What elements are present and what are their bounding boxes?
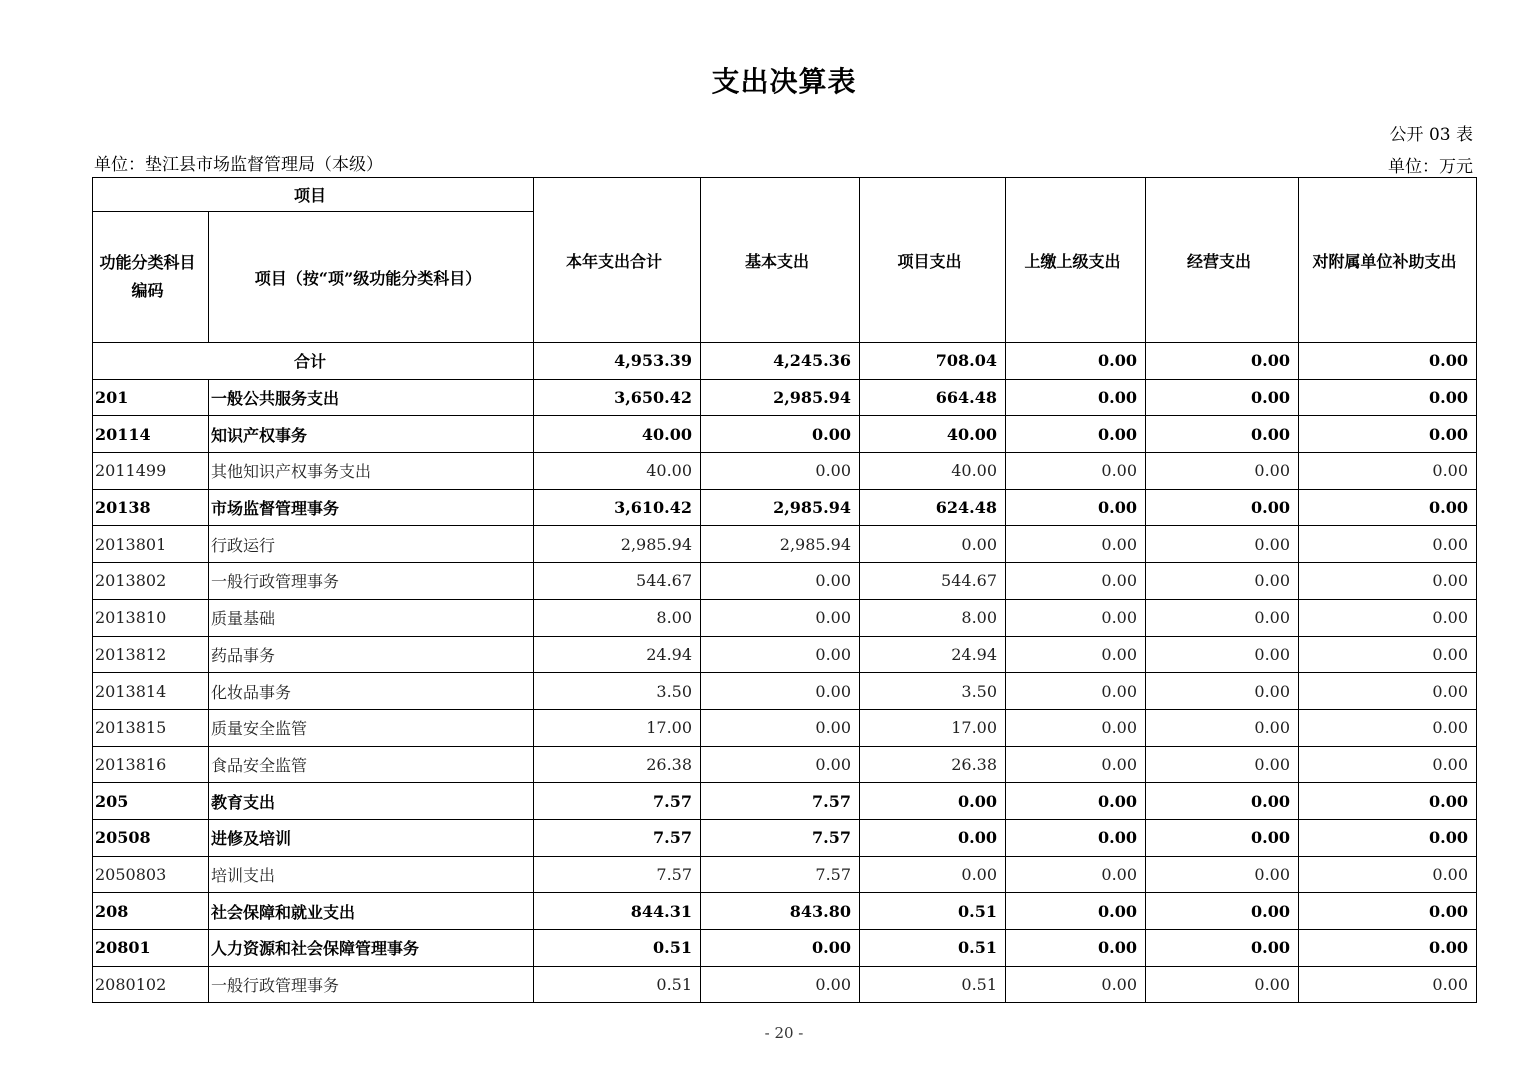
subsidy-cell: 0.00 bbox=[1299, 893, 1477, 930]
code-cell: 2080102 bbox=[93, 966, 209, 1003]
table-row bbox=[93, 599, 1477, 636]
page-title: 支出决算表 bbox=[711, 65, 857, 98]
table-row bbox=[93, 379, 1477, 416]
code-cell: 20801 bbox=[93, 930, 209, 967]
total-cell: 7.57 bbox=[534, 856, 701, 893]
business-cell: 0.00 bbox=[1146, 930, 1299, 967]
header-basic: 基本支出 bbox=[701, 178, 860, 343]
table-row bbox=[93, 563, 1477, 600]
upper-cell: 0.00 bbox=[1006, 930, 1146, 967]
subsidy-cell: 0.00 bbox=[1299, 563, 1477, 600]
name-cell: 食品安全监管 bbox=[209, 746, 534, 783]
upper-cell: 0.00 bbox=[1006, 343, 1146, 380]
total-row bbox=[93, 343, 1477, 380]
name-cell: 药品事务 bbox=[209, 636, 534, 673]
business-cell: 0.00 bbox=[1146, 379, 1299, 416]
name-cell: 人力资源和社会保障管理事务 bbox=[209, 930, 534, 967]
name-cell: 教育支出 bbox=[209, 783, 534, 820]
basic-cell: 7.57 bbox=[701, 819, 860, 856]
subsidy-cell: 0.00 bbox=[1299, 783, 1477, 820]
code-cell: 2013814 bbox=[93, 673, 209, 710]
header-project: 项目 bbox=[93, 178, 534, 212]
subsidy-cell: 0.00 bbox=[1299, 819, 1477, 856]
basic-cell: 0.00 bbox=[701, 453, 860, 490]
business-cell: 0.00 bbox=[1146, 746, 1299, 783]
basic-cell: 0.00 bbox=[701, 416, 860, 453]
project-cell: 0.51 bbox=[860, 893, 1006, 930]
upper-cell: 0.00 bbox=[1006, 489, 1146, 526]
total-cell: 40.00 bbox=[534, 453, 701, 490]
upper-cell: 0.00 bbox=[1006, 856, 1146, 893]
business-cell: 0.00 bbox=[1146, 416, 1299, 453]
table-row bbox=[93, 636, 1477, 673]
project-cell: 0.51 bbox=[860, 930, 1006, 967]
code-cell: 2013802 bbox=[93, 563, 209, 600]
business-cell: 0.00 bbox=[1146, 893, 1299, 930]
project-cell: 17.00 bbox=[860, 709, 1006, 746]
total-cell: 3.50 bbox=[534, 673, 701, 710]
table-row bbox=[93, 856, 1477, 893]
name-cell: 行政运行 bbox=[209, 526, 534, 563]
business-cell: 0.00 bbox=[1146, 489, 1299, 526]
code-cell: 2013816 bbox=[93, 746, 209, 783]
page-number: - 20 - bbox=[764, 1024, 804, 1042]
table-row bbox=[93, 819, 1477, 856]
name-cell: 一般公共服务支出 bbox=[209, 379, 534, 416]
header-subsidy: 对附属单位补助支出 bbox=[1299, 178, 1477, 343]
subsidy-cell: 0.00 bbox=[1299, 489, 1477, 526]
name-cell: 知识产权事务 bbox=[209, 416, 534, 453]
table-row bbox=[93, 416, 1477, 453]
basic-cell: 0.00 bbox=[701, 930, 860, 967]
name-cell: 质量基础 bbox=[209, 599, 534, 636]
business-cell: 0.00 bbox=[1146, 709, 1299, 746]
basic-cell: 0.00 bbox=[701, 746, 860, 783]
basic-cell: 0.00 bbox=[701, 966, 860, 1003]
basic-cell: 0.00 bbox=[701, 673, 860, 710]
subsidy-cell: 0.00 bbox=[1299, 856, 1477, 893]
subsidy-cell: 0.00 bbox=[1299, 526, 1477, 563]
upper-cell: 0.00 bbox=[1006, 893, 1146, 930]
project-cell: 0.51 bbox=[860, 966, 1006, 1003]
total-cell: 17.00 bbox=[534, 709, 701, 746]
header-upper: 上缴上级支出 bbox=[1006, 178, 1146, 343]
upper-cell: 0.00 bbox=[1006, 709, 1146, 746]
total-cell: 7.57 bbox=[534, 819, 701, 856]
subsidy-cell: 0.00 bbox=[1299, 746, 1477, 783]
code-cell: 201 bbox=[93, 379, 209, 416]
code-cell: 2013812 bbox=[93, 636, 209, 673]
subsidy-cell: 0.00 bbox=[1299, 930, 1477, 967]
code-cell: 2013815 bbox=[93, 709, 209, 746]
total-cell: 2,985.94 bbox=[534, 526, 701, 563]
code-cell: 2050803 bbox=[93, 856, 209, 893]
total-label: 合计 bbox=[93, 343, 534, 380]
table-row bbox=[93, 453, 1477, 490]
business-cell: 0.00 bbox=[1146, 966, 1299, 1003]
currency-unit: 单位：万元 bbox=[1388, 157, 1473, 177]
upper-cell: 0.00 bbox=[1006, 783, 1146, 820]
subsidy-cell: 0.00 bbox=[1299, 636, 1477, 673]
table-row bbox=[93, 783, 1477, 820]
total-cell: 844.31 bbox=[534, 893, 701, 930]
basic-cell: 843.80 bbox=[701, 893, 860, 930]
name-cell: 化妆品事务 bbox=[209, 673, 534, 710]
upper-cell: 0.00 bbox=[1006, 673, 1146, 710]
total-cell: 3,610.42 bbox=[534, 489, 701, 526]
total-cell: 8.00 bbox=[534, 599, 701, 636]
project-cell: 624.48 bbox=[860, 489, 1006, 526]
upper-cell: 0.00 bbox=[1006, 453, 1146, 490]
basic-cell: 0.00 bbox=[701, 636, 860, 673]
code-cell: 20508 bbox=[93, 819, 209, 856]
business-cell: 0.00 bbox=[1146, 453, 1299, 490]
project-cell: 0.00 bbox=[860, 783, 1006, 820]
subsidy-cell: 0.00 bbox=[1299, 416, 1477, 453]
subsidy-cell: 0.00 bbox=[1299, 453, 1477, 490]
code-cell: 2013810 bbox=[93, 599, 209, 636]
total-cell: 7.57 bbox=[534, 783, 701, 820]
basic-cell: 7.57 bbox=[701, 783, 860, 820]
total-cell: 0.51 bbox=[534, 930, 701, 967]
name-cell: 进修及培训 bbox=[209, 819, 534, 856]
table-row bbox=[93, 709, 1477, 746]
total-cell: 544.67 bbox=[534, 563, 701, 600]
code-cell: 20138 bbox=[93, 489, 209, 526]
name-cell: 社会保障和就业支出 bbox=[209, 893, 534, 930]
name-cell: 培训支出 bbox=[209, 856, 534, 893]
upper-cell: 0.00 bbox=[1006, 819, 1146, 856]
subsidy-cell: 0.00 bbox=[1299, 379, 1477, 416]
project-cell: 24.94 bbox=[860, 636, 1006, 673]
total-cell: 24.94 bbox=[534, 636, 701, 673]
basic-cell: 0.00 bbox=[701, 599, 860, 636]
business-cell: 0.00 bbox=[1146, 526, 1299, 563]
expenditure-table bbox=[92, 177, 1477, 1003]
business-cell: 0.00 bbox=[1146, 783, 1299, 820]
code-cell: 20114 bbox=[93, 416, 209, 453]
table-row bbox=[93, 673, 1477, 710]
code-cell: 205 bbox=[93, 783, 209, 820]
total-cell: 40.00 bbox=[534, 416, 701, 453]
header-business: 经营支出 bbox=[1146, 178, 1299, 343]
project-cell: 0.00 bbox=[860, 819, 1006, 856]
upper-cell: 0.00 bbox=[1006, 636, 1146, 673]
name-cell: 一般行政管理事务 bbox=[209, 966, 534, 1003]
project-cell: 40.00 bbox=[860, 453, 1006, 490]
table-row bbox=[93, 930, 1477, 967]
basic-cell: 4,245.36 bbox=[701, 343, 860, 380]
name-cell: 一般行政管理事务 bbox=[209, 563, 534, 600]
basic-cell: 0.00 bbox=[701, 709, 860, 746]
basic-cell: 2,985.94 bbox=[701, 526, 860, 563]
business-cell: 0.00 bbox=[1146, 343, 1299, 380]
basic-cell: 2,985.94 bbox=[701, 489, 860, 526]
business-cell: 0.00 bbox=[1146, 636, 1299, 673]
header-total: 本年支出合计 bbox=[534, 178, 701, 343]
total-cell: 26.38 bbox=[534, 746, 701, 783]
upper-cell: 0.00 bbox=[1006, 416, 1146, 453]
total-cell: 4,953.39 bbox=[534, 343, 701, 380]
header-project-expense: 项目支出 bbox=[860, 178, 1006, 343]
business-cell: 0.00 bbox=[1146, 563, 1299, 600]
project-cell: 664.48 bbox=[860, 379, 1006, 416]
table-row bbox=[93, 489, 1477, 526]
upper-cell: 0.00 bbox=[1006, 599, 1146, 636]
upper-cell: 0.00 bbox=[1006, 966, 1146, 1003]
project-cell: 8.00 bbox=[860, 599, 1006, 636]
name-cell: 市场监督管理事务 bbox=[209, 489, 534, 526]
table-row bbox=[93, 746, 1477, 783]
project-cell: 40.00 bbox=[860, 416, 1006, 453]
subsidy-cell: 0.00 bbox=[1299, 599, 1477, 636]
upper-cell: 0.00 bbox=[1006, 563, 1146, 600]
name-cell: 其他知识产权事务支出 bbox=[209, 453, 534, 490]
subsidy-cell: 0.00 bbox=[1299, 709, 1477, 746]
form-number: 公开 03 表 bbox=[1389, 125, 1473, 145]
header-code: 功能分类科目编码 bbox=[93, 212, 209, 343]
total-cell: 0.51 bbox=[534, 966, 701, 1003]
table-row bbox=[93, 893, 1477, 930]
basic-cell: 0.00 bbox=[701, 563, 860, 600]
subsidy-cell: 0.00 bbox=[1299, 673, 1477, 710]
upper-cell: 0.00 bbox=[1006, 746, 1146, 783]
business-cell: 0.00 bbox=[1146, 599, 1299, 636]
name-cell: 质量安全监管 bbox=[209, 709, 534, 746]
total-cell: 3,650.42 bbox=[534, 379, 701, 416]
table-row bbox=[93, 526, 1477, 563]
upper-cell: 0.00 bbox=[1006, 526, 1146, 563]
upper-cell: 0.00 bbox=[1006, 379, 1146, 416]
project-cell: 544.67 bbox=[860, 563, 1006, 600]
business-cell: 0.00 bbox=[1146, 673, 1299, 710]
project-cell: 708.04 bbox=[860, 343, 1006, 380]
project-cell: 26.38 bbox=[860, 746, 1006, 783]
subsidy-cell: 0.00 bbox=[1299, 966, 1477, 1003]
header-name: 项目（按“项”级功能分类科目） bbox=[209, 212, 534, 343]
business-cell: 0.00 bbox=[1146, 819, 1299, 856]
code-cell: 208 bbox=[93, 893, 209, 930]
subsidy-cell: 0.00 bbox=[1299, 343, 1477, 380]
code-cell: 2011499 bbox=[93, 453, 209, 490]
reporting-unit: 单位：垫江县市场监督管理局（本级） bbox=[94, 155, 383, 175]
basic-cell: 2,985.94 bbox=[701, 379, 860, 416]
business-cell: 0.00 bbox=[1146, 856, 1299, 893]
project-cell: 3.50 bbox=[860, 673, 1006, 710]
project-cell: 0.00 bbox=[860, 526, 1006, 563]
table-row bbox=[93, 966, 1477, 1003]
basic-cell: 7.57 bbox=[701, 856, 860, 893]
project-cell: 0.00 bbox=[860, 856, 1006, 893]
code-cell: 2013801 bbox=[93, 526, 209, 563]
